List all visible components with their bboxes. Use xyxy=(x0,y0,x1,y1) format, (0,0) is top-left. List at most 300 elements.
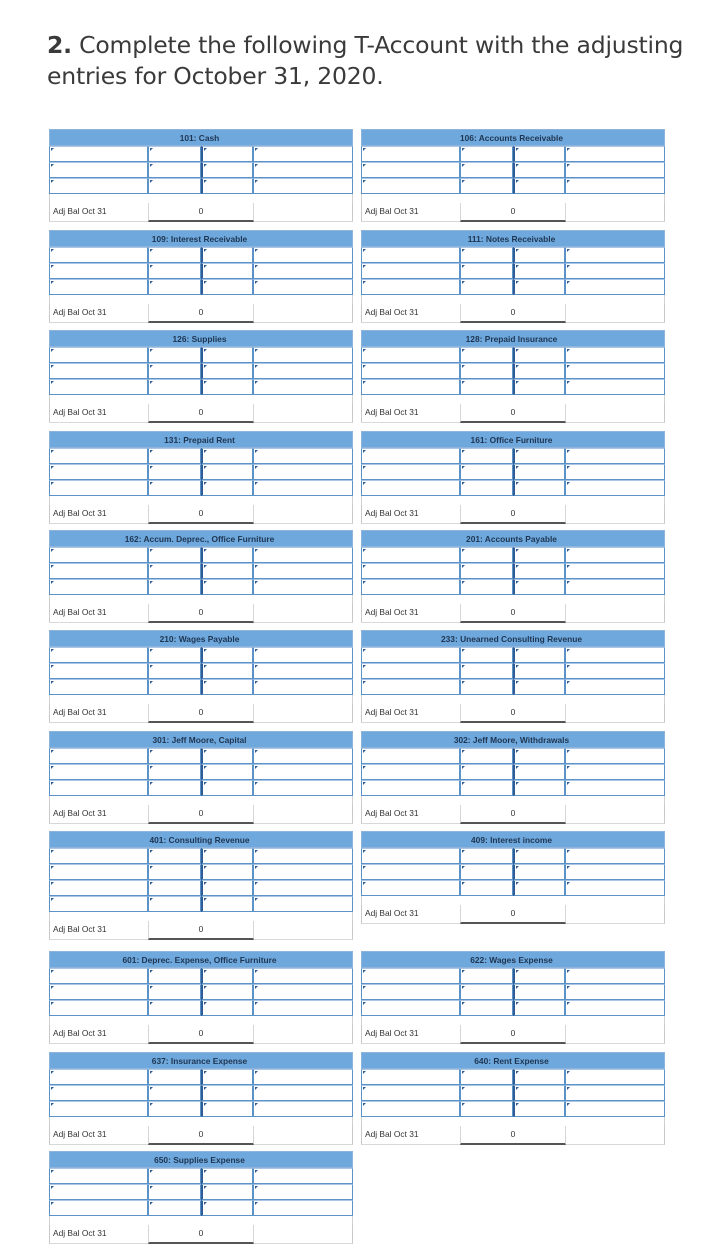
debit-description-input[interactable] xyxy=(361,162,460,178)
row-spacer xyxy=(49,496,353,505)
credit-amount-input[interactable] xyxy=(513,448,565,464)
row-spacer xyxy=(49,1216,353,1225)
debit-amount-input[interactable] xyxy=(460,864,513,880)
debit-description-input[interactable] xyxy=(49,748,148,764)
debit-amount-input[interactable] xyxy=(460,968,513,984)
credit-amount-input[interactable] xyxy=(513,263,565,279)
debit-amount-input[interactable] xyxy=(460,780,513,796)
credit-amount-input[interactable] xyxy=(201,363,253,379)
debit-description-input[interactable] xyxy=(361,363,460,379)
debit-description-input[interactable] xyxy=(49,984,148,1000)
credit-description-input[interactable] xyxy=(253,864,353,880)
debit-description-input[interactable] xyxy=(361,748,460,764)
adjusted-balance-blank xyxy=(254,1126,353,1145)
credit-description-input[interactable] xyxy=(253,480,353,496)
debit-amount-input[interactable] xyxy=(460,146,513,162)
debit-amount-input[interactable] xyxy=(460,880,513,896)
debit-description-input[interactable] xyxy=(49,1069,148,1085)
debit-description-input[interactable] xyxy=(361,968,460,984)
credit-amount-input[interactable] xyxy=(201,547,253,563)
credit-description-input[interactable] xyxy=(253,1069,353,1085)
credit-amount-input[interactable] xyxy=(513,247,565,263)
debit-amount-input[interactable] xyxy=(460,1069,513,1085)
credit-amount-input[interactable] xyxy=(513,162,565,178)
credit-amount-input[interactable] xyxy=(513,464,565,480)
credit-amount-input[interactable] xyxy=(201,279,253,295)
adjusted-balance-row xyxy=(361,905,665,922)
debit-amount-input[interactable] xyxy=(148,764,201,780)
credit-amount-input[interactable] xyxy=(513,563,565,579)
debit-description-input[interactable] xyxy=(49,547,148,563)
debit-amount-input[interactable] xyxy=(148,579,201,595)
adjusted-balance-label: Adj Bal Oct 31 xyxy=(361,505,460,524)
t-account xyxy=(361,330,665,421)
adjusted-balance-value: 0 xyxy=(460,604,566,623)
credit-description-input[interactable] xyxy=(565,748,665,764)
credit-description-input[interactable] xyxy=(565,379,665,395)
debit-description-input[interactable] xyxy=(361,247,460,263)
credit-amount-input[interactable] xyxy=(201,1168,253,1184)
credit-amount-input[interactable] xyxy=(201,896,253,912)
adjusted-balance-value: 0 xyxy=(148,1225,254,1244)
row-spacer xyxy=(49,1016,353,1025)
debit-amount-input[interactable] xyxy=(460,547,513,563)
debit-description-input[interactable] xyxy=(361,480,460,496)
debit-amount-input[interactable] xyxy=(148,1085,201,1101)
credit-description-input[interactable] xyxy=(253,896,353,912)
debit-amount-input[interactable] xyxy=(148,347,201,363)
credit-description-input[interactable] xyxy=(565,263,665,279)
credit-amount-input[interactable] xyxy=(513,968,565,984)
credit-description-input[interactable] xyxy=(565,848,665,864)
debit-amount-input[interactable] xyxy=(460,480,513,496)
credit-amount-input[interactable] xyxy=(201,247,253,263)
row-spacer xyxy=(361,896,665,905)
debit-amount-input[interactable] xyxy=(148,162,201,178)
debit-description-input[interactable] xyxy=(49,1000,148,1016)
debit-description-input[interactable] xyxy=(49,464,148,480)
debit-description-input[interactable] xyxy=(49,1184,148,1200)
debit-description-input[interactable] xyxy=(361,880,460,896)
debit-description-input[interactable] xyxy=(361,1069,460,1085)
credit-amount-input[interactable] xyxy=(201,563,253,579)
adjusted-balance-label: Adj Bal Oct 31 xyxy=(361,203,460,222)
debit-description-input[interactable] xyxy=(49,162,148,178)
credit-description-input[interactable] xyxy=(253,1200,353,1216)
debit-amount-input[interactable] xyxy=(148,146,201,162)
debit-amount-input[interactable] xyxy=(460,247,513,263)
debit-amount-input[interactable] xyxy=(460,1101,513,1117)
credit-amount-input[interactable] xyxy=(201,764,253,780)
credit-description-input[interactable] xyxy=(253,647,353,663)
credit-description-input[interactable] xyxy=(253,679,353,695)
debit-amount-input[interactable] xyxy=(460,379,513,395)
debit-description-input[interactable] xyxy=(49,379,148,395)
debit-description-input[interactable] xyxy=(49,279,148,295)
credit-description-input[interactable] xyxy=(253,1184,353,1200)
credit-amount-input[interactable] xyxy=(513,663,565,679)
credit-amount-input[interactable] xyxy=(201,1200,253,1216)
debit-amount-input[interactable] xyxy=(148,679,201,695)
credit-amount-input[interactable] xyxy=(513,178,565,194)
credit-description-input[interactable] xyxy=(253,363,353,379)
debit-description-input[interactable] xyxy=(49,764,148,780)
debit-description-input[interactable] xyxy=(49,864,148,880)
adjusted-balance-label: Adj Bal Oct 31 xyxy=(361,805,460,824)
credit-amount-input[interactable] xyxy=(513,579,565,595)
credit-description-input[interactable] xyxy=(253,263,353,279)
debit-description-input[interactable] xyxy=(49,647,148,663)
debit-description-input[interactable] xyxy=(361,647,460,663)
debit-amount-input[interactable] xyxy=(460,579,513,595)
debit-amount-input[interactable] xyxy=(148,363,201,379)
debit-description-input[interactable] xyxy=(49,178,148,194)
row-spacer xyxy=(49,796,353,805)
debit-description-input[interactable] xyxy=(361,563,460,579)
credit-amount-input[interactable] xyxy=(513,647,565,663)
account-title: 210: Wages Payable xyxy=(49,630,353,647)
adjusted-balance-label: Adj Bal Oct 31 xyxy=(49,805,148,824)
credit-description-input[interactable] xyxy=(253,279,353,295)
debit-amount-input[interactable] xyxy=(460,162,513,178)
debit-description-input[interactable] xyxy=(361,347,460,363)
debit-description-input[interactable] xyxy=(361,679,460,695)
credit-description-input[interactable] xyxy=(565,279,665,295)
credit-description-input[interactable] xyxy=(565,968,665,984)
entry-grid xyxy=(49,848,353,912)
credit-amount-input[interactable] xyxy=(201,848,253,864)
debit-amount-input[interactable] xyxy=(148,663,201,679)
credit-description-input[interactable] xyxy=(565,448,665,464)
debit-amount-input[interactable] xyxy=(460,1085,513,1101)
debit-description-input[interactable] xyxy=(49,848,148,864)
debit-amount-input[interactable] xyxy=(148,263,201,279)
debit-amount-input[interactable] xyxy=(148,279,201,295)
adjusted-balance-label: Adj Bal Oct 31 xyxy=(361,905,460,924)
debit-amount-input[interactable] xyxy=(460,679,513,695)
credit-description-input[interactable] xyxy=(253,1000,353,1016)
debit-description-input[interactable] xyxy=(49,363,148,379)
debit-description-input[interactable] xyxy=(361,547,460,563)
credit-description-input[interactable] xyxy=(565,480,665,496)
credit-description-input[interactable] xyxy=(565,347,665,363)
debit-description-input[interactable] xyxy=(361,178,460,194)
debit-amount-input[interactable] xyxy=(148,968,201,984)
adjusted-balance-blank xyxy=(254,203,353,222)
adjusted-balance-value: 0 xyxy=(148,1025,254,1044)
credit-description-input[interactable] xyxy=(565,247,665,263)
credit-amount-input[interactable] xyxy=(201,984,253,1000)
credit-description-input[interactable] xyxy=(565,547,665,563)
credit-amount-input[interactable] xyxy=(201,780,253,796)
adjusted-balance-value: 0 xyxy=(460,704,566,723)
debit-description-input[interactable] xyxy=(361,780,460,796)
entry-grid xyxy=(361,647,665,695)
debit-description-input[interactable] xyxy=(361,146,460,162)
t-account xyxy=(49,1052,353,1143)
credit-description-input[interactable] xyxy=(565,663,665,679)
debit-description-input[interactable] xyxy=(361,764,460,780)
debit-description-input[interactable] xyxy=(361,579,460,595)
debit-amount-input[interactable] xyxy=(148,1200,201,1216)
debit-description-input[interactable] xyxy=(361,1085,460,1101)
t-account xyxy=(361,831,665,922)
credit-description-input[interactable] xyxy=(253,247,353,263)
credit-amount-input[interactable] xyxy=(201,1000,253,1016)
credit-description-input[interactable] xyxy=(565,1069,665,1085)
debit-description-input[interactable] xyxy=(49,247,148,263)
credit-amount-input[interactable] xyxy=(201,162,253,178)
credit-description-input[interactable] xyxy=(565,146,665,162)
adjusted-balance-blank xyxy=(254,404,353,423)
credit-amount-input[interactable] xyxy=(513,1069,565,1085)
credit-amount-input[interactable] xyxy=(513,748,565,764)
credit-description-input[interactable] xyxy=(253,379,353,395)
debit-description-input[interactable] xyxy=(361,984,460,1000)
adjusted-balance-value: 0 xyxy=(148,304,254,323)
credit-amount-input[interactable] xyxy=(201,146,253,162)
debit-description-input[interactable] xyxy=(361,848,460,864)
debit-amount-input[interactable] xyxy=(148,1101,201,1117)
credit-amount-input[interactable] xyxy=(513,864,565,880)
credit-amount-input[interactable] xyxy=(513,146,565,162)
credit-amount-input[interactable] xyxy=(513,880,565,896)
credit-amount-input[interactable] xyxy=(513,279,565,295)
adjusted-balance-row xyxy=(49,404,353,421)
credit-description-input[interactable] xyxy=(253,1168,353,1184)
credit-description-input[interactable] xyxy=(565,864,665,880)
credit-description-input[interactable] xyxy=(565,162,665,178)
credit-description-input[interactable] xyxy=(565,563,665,579)
debit-amount-input[interactable] xyxy=(148,1168,201,1184)
credit-amount-input[interactable] xyxy=(201,1085,253,1101)
debit-amount-input[interactable] xyxy=(148,748,201,764)
account-title: 637: Insurance Expense xyxy=(49,1052,353,1069)
credit-amount-input[interactable] xyxy=(513,984,565,1000)
account-title: 126: Supplies xyxy=(49,330,353,347)
debit-description-input[interactable] xyxy=(361,464,460,480)
adjusted-balance-blank xyxy=(566,905,665,924)
debit-description-input[interactable] xyxy=(49,663,148,679)
debit-description-input[interactable] xyxy=(361,1101,460,1117)
credit-amount-input[interactable] xyxy=(201,679,253,695)
credit-description-input[interactable] xyxy=(253,464,353,480)
debit-description-input[interactable] xyxy=(49,563,148,579)
debit-description-input[interactable] xyxy=(361,864,460,880)
entry-grid xyxy=(361,968,665,1016)
debit-amount-input[interactable] xyxy=(148,547,201,563)
debit-amount-input[interactable] xyxy=(460,363,513,379)
credit-description-input[interactable] xyxy=(253,579,353,595)
debit-description-input[interactable] xyxy=(49,1101,148,1117)
credit-description-input[interactable] xyxy=(565,178,665,194)
entry-grid xyxy=(361,748,665,796)
debit-amount-input[interactable] xyxy=(460,263,513,279)
credit-amount-input[interactable] xyxy=(201,880,253,896)
credit-amount-input[interactable] xyxy=(513,848,565,864)
credit-amount-input[interactable] xyxy=(513,347,565,363)
credit-description-input[interactable] xyxy=(253,448,353,464)
debit-description-input[interactable] xyxy=(49,263,148,279)
t-account xyxy=(49,230,353,321)
debit-amount-input[interactable] xyxy=(148,780,201,796)
adjusted-balance-label: Adj Bal Oct 31 xyxy=(361,1126,460,1145)
credit-description-input[interactable] xyxy=(565,880,665,896)
debit-amount-input[interactable] xyxy=(460,448,513,464)
credit-amount-input[interactable] xyxy=(201,968,253,984)
credit-description-input[interactable] xyxy=(253,178,353,194)
credit-description-input[interactable] xyxy=(253,780,353,796)
debit-description-input[interactable] xyxy=(361,1000,460,1016)
debit-amount-input[interactable] xyxy=(148,864,201,880)
debit-description-input[interactable] xyxy=(49,347,148,363)
debit-description-input[interactable] xyxy=(49,146,148,162)
debit-description-input[interactable] xyxy=(49,448,148,464)
credit-description-input[interactable] xyxy=(565,764,665,780)
credit-amount-input[interactable] xyxy=(513,679,565,695)
debit-description-input[interactable] xyxy=(49,1168,148,1184)
credit-description-input[interactable] xyxy=(253,162,353,178)
credit-amount-input[interactable] xyxy=(513,1085,565,1101)
debit-amount-input[interactable] xyxy=(460,464,513,480)
credit-description-input[interactable] xyxy=(565,579,665,595)
credit-amount-input[interactable] xyxy=(201,748,253,764)
entry-grid xyxy=(361,547,665,595)
credit-amount-input[interactable] xyxy=(513,1000,565,1016)
debit-description-input[interactable] xyxy=(361,263,460,279)
credit-amount-input[interactable] xyxy=(513,363,565,379)
credit-description-input[interactable] xyxy=(565,647,665,663)
credit-description-input[interactable] xyxy=(253,347,353,363)
debit-description-input[interactable] xyxy=(49,896,148,912)
debit-description-input[interactable] xyxy=(49,1200,148,1216)
debit-amount-input[interactable] xyxy=(460,178,513,194)
credit-description-input[interactable] xyxy=(253,880,353,896)
debit-amount-input[interactable] xyxy=(148,1069,201,1085)
adjusted-balance-blank xyxy=(566,304,665,323)
debit-description-input[interactable] xyxy=(49,679,148,695)
credit-description-input[interactable] xyxy=(565,1101,665,1117)
debit-amount-input[interactable] xyxy=(148,880,201,896)
debit-amount-input[interactable] xyxy=(460,347,513,363)
debit-amount-input[interactable] xyxy=(148,563,201,579)
adjusted-balance-blank xyxy=(254,704,353,723)
credit-description-input[interactable] xyxy=(253,146,353,162)
debit-amount-input[interactable] xyxy=(460,647,513,663)
debit-amount-input[interactable] xyxy=(148,178,201,194)
credit-amount-input[interactable] xyxy=(201,663,253,679)
debit-description-input[interactable] xyxy=(49,579,148,595)
credit-description-input[interactable] xyxy=(253,1085,353,1101)
credit-amount-input[interactable] xyxy=(513,379,565,395)
t-account xyxy=(361,951,665,1042)
debit-amount-input[interactable] xyxy=(148,464,201,480)
account-title: 601: Deprec. Expense, Office Furniture xyxy=(49,951,353,968)
credit-amount-input[interactable] xyxy=(201,178,253,194)
debit-amount-input[interactable] xyxy=(460,848,513,864)
credit-amount-input[interactable] xyxy=(201,464,253,480)
credit-amount-input[interactable] xyxy=(201,379,253,395)
debit-amount-input[interactable] xyxy=(460,764,513,780)
debit-description-input[interactable] xyxy=(361,379,460,395)
credit-amount-input[interactable] xyxy=(513,1101,565,1117)
debit-amount-input[interactable] xyxy=(148,448,201,464)
credit-amount-input[interactable] xyxy=(201,263,253,279)
debit-amount-input[interactable] xyxy=(460,663,513,679)
debit-amount-input[interactable] xyxy=(460,748,513,764)
debit-amount-input[interactable] xyxy=(460,1000,513,1016)
credit-description-input[interactable] xyxy=(565,1000,665,1016)
debit-amount-input[interactable] xyxy=(460,984,513,1000)
credit-description-input[interactable] xyxy=(565,780,665,796)
debit-amount-input[interactable] xyxy=(148,647,201,663)
entry-grid xyxy=(49,347,353,395)
credit-description-input[interactable] xyxy=(565,1085,665,1101)
debit-description-input[interactable] xyxy=(361,279,460,295)
credit-description-input[interactable] xyxy=(253,563,353,579)
credit-amount-input[interactable] xyxy=(201,347,253,363)
credit-amount-input[interactable] xyxy=(201,647,253,663)
debit-description-input[interactable] xyxy=(361,663,460,679)
credit-description-input[interactable] xyxy=(565,679,665,695)
credit-amount-input[interactable] xyxy=(201,579,253,595)
debit-description-input[interactable] xyxy=(49,1085,148,1101)
credit-description-input[interactable] xyxy=(253,968,353,984)
credit-description-input[interactable] xyxy=(253,984,353,1000)
debit-amount-input[interactable] xyxy=(148,379,201,395)
credit-description-input[interactable] xyxy=(253,1101,353,1117)
credit-amount-input[interactable] xyxy=(201,480,253,496)
adjusted-balance-row xyxy=(49,1126,353,1143)
entry-grid xyxy=(49,647,353,695)
debit-description-input[interactable] xyxy=(49,480,148,496)
debit-amount-input[interactable] xyxy=(148,848,201,864)
credit-amount-input[interactable] xyxy=(201,1069,253,1085)
credit-description-input[interactable] xyxy=(253,848,353,864)
credit-amount-input[interactable] xyxy=(513,780,565,796)
debit-amount-input[interactable] xyxy=(148,984,201,1000)
row-spacer xyxy=(361,1016,665,1025)
credit-description-input[interactable] xyxy=(565,984,665,1000)
account-title: 401: Consulting Revenue xyxy=(49,831,353,848)
credit-amount-input[interactable] xyxy=(513,547,565,563)
credit-amount-input[interactable] xyxy=(201,1101,253,1117)
credit-description-input[interactable] xyxy=(565,363,665,379)
credit-amount-input[interactable] xyxy=(513,480,565,496)
debit-amount-input[interactable] xyxy=(148,480,201,496)
credit-amount-input[interactable] xyxy=(513,764,565,780)
debit-description-input[interactable] xyxy=(49,968,148,984)
credit-description-input[interactable] xyxy=(253,764,353,780)
debit-amount-input[interactable] xyxy=(460,279,513,295)
credit-amount-input[interactable] xyxy=(201,448,253,464)
credit-amount-input[interactable] xyxy=(201,1184,253,1200)
credit-description-input[interactable] xyxy=(253,663,353,679)
debit-amount-input[interactable] xyxy=(148,896,201,912)
debit-amount-input[interactable] xyxy=(460,563,513,579)
debit-amount-input[interactable] xyxy=(148,1184,201,1200)
credit-description-input[interactable] xyxy=(253,547,353,563)
credit-amount-input[interactable] xyxy=(201,864,253,880)
credit-description-input[interactable] xyxy=(253,748,353,764)
adjusted-balance-row xyxy=(49,505,353,522)
debit-amount-input[interactable] xyxy=(148,1000,201,1016)
debit-amount-input[interactable] xyxy=(148,247,201,263)
debit-description-input[interactable] xyxy=(49,780,148,796)
debit-description-input[interactable] xyxy=(361,448,460,464)
debit-description-input[interactable] xyxy=(49,880,148,896)
credit-description-input[interactable] xyxy=(565,464,665,480)
